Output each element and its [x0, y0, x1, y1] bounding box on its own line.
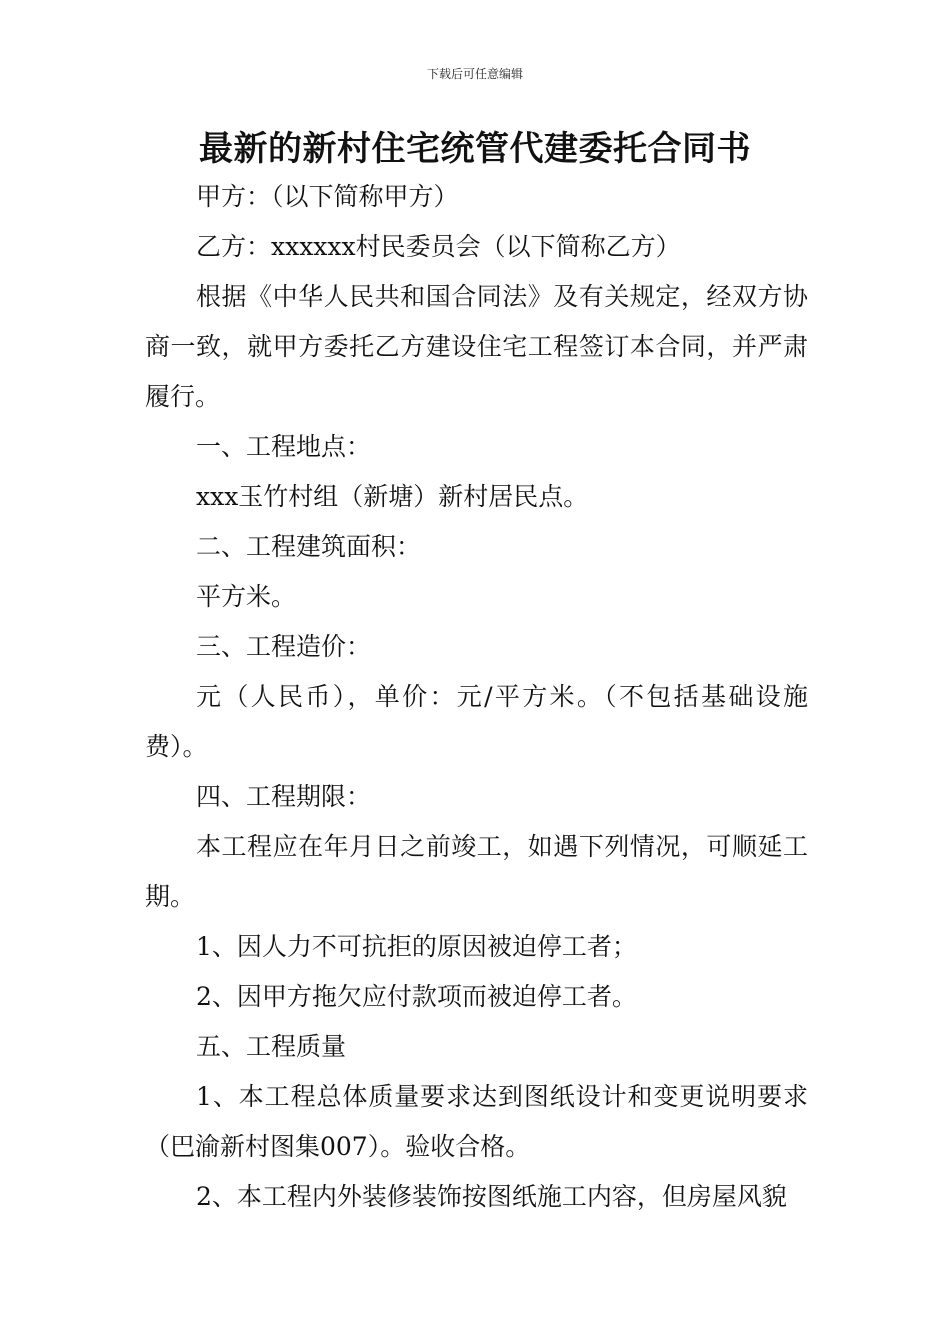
- document-body: [145, 172, 808, 1222]
- period-item-2: 2、因甲方拖欠应付款项而被迫停工者。: [196, 982, 637, 1011]
- section-heading-cost: 三、工程造价：: [196, 632, 372, 661]
- party-a-line: 甲方：（以下简称甲方）: [196, 182, 459, 211]
- period-item-1: 1、因人力不可抗拒的原因被迫停工者；: [196, 932, 637, 961]
- quality-item-1: 1、本工程总体质量要求达到图纸设计和变更说明要求（巴渝新村图集007）。验收合格。: [145, 1082, 808, 1161]
- period-text: 本工程应在年月日之前竣工，如遇下列情况，可顺延工期。: [145, 832, 808, 911]
- party-b-line: 乙方：xxxxxx村民委员会（以下简称乙方）: [196, 232, 681, 261]
- section-heading-area: 二、工程建筑面积：: [196, 532, 422, 561]
- section-heading-quality: 五、工程质量: [196, 1032, 347, 1061]
- section-heading-location: 一、工程地点：: [196, 432, 372, 461]
- quality-item-2: 2、本工程内外装修装饰按图纸施工内容，但房屋风貌: [196, 1182, 787, 1211]
- document-title: 最新的新村住宅统管代建委托合同书: [199, 129, 751, 169]
- area-text: 平方米。: [196, 582, 297, 611]
- header-note: 下载后可任意编辑: [426, 67, 523, 81]
- location-text: xxx玉竹村组（新塘）新村居民点。: [196, 482, 589, 511]
- cost-text: 元（人民币），单价：元/平方米。（不包括基础设施费）。: [145, 682, 808, 761]
- preamble-paragraph: 根据《中华人民共和国合同法》及有关规定，经双方协商一致，就甲方委托乙方建设住宅工程签订本合同，并严肃履行。: [145, 282, 808, 411]
- section-heading-period: 四、工程期限：: [196, 782, 372, 811]
